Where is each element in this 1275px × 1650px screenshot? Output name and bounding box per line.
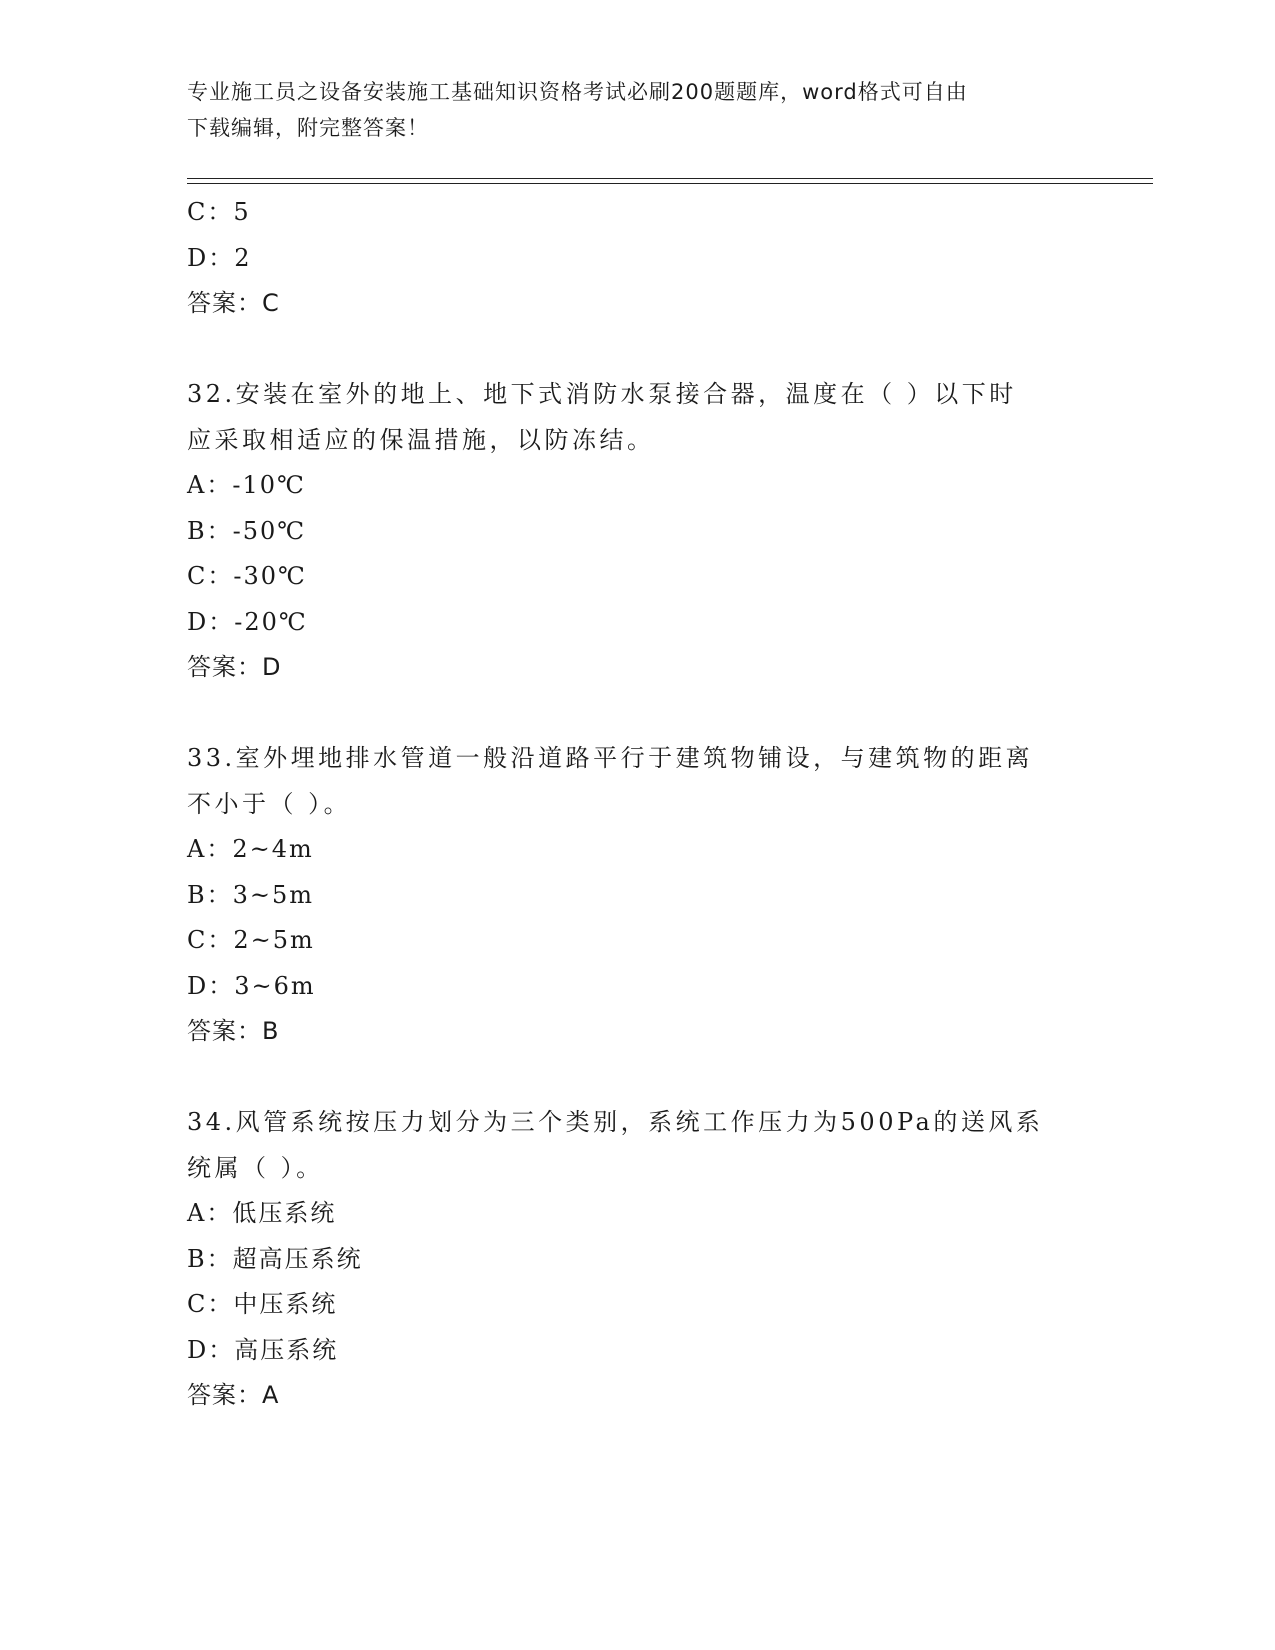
answer-line: 答案：C [187, 289, 280, 317]
header-title-line-2: 下载编辑，附完整答案！ [187, 116, 429, 140]
spacer [187, 1055, 1147, 1101]
option-c: C：-30℃ [187, 562, 307, 590]
question-text-line-2: 不小于（ ）。 [187, 789, 352, 818]
option-b: B：超高压系统 [187, 1244, 363, 1273]
option-b: B：3~5m [187, 880, 315, 909]
spacer [187, 691, 1147, 737]
option-a: A：2~4m [187, 835, 314, 863]
answer-line: 答案：D [187, 653, 282, 681]
option-a: A：-10℃ [187, 471, 306, 499]
question-text-line-1: 34.风管系统按压力划分为三个类别，系统工作压力为500Pa的送风系 [187, 1108, 1044, 1136]
question-text-line-1: 32.安装在室外的地上、地下式消防水泵接合器，温度在（ ）以下时 [187, 380, 1017, 408]
question-text-line-1: 33.室外埋地排水管道一般沿道路平行于建筑物铺设，与建筑物的距离 [187, 744, 1034, 772]
option-b: B：-50℃ [187, 516, 307, 545]
question-list [187, 190, 1147, 1419]
header-title-line-1: 专业施工员之设备安装施工基础知识资格考试必刷200题题库，word格式可自由 [187, 80, 968, 104]
header-divider-top [187, 178, 1153, 179]
option-a: A：低压系统 [187, 1199, 337, 1227]
question-text-line-2: 统属（ ）。 [187, 1153, 324, 1182]
question-34 [187, 1100, 1147, 1419]
option-d: D：高压系统 [187, 1335, 339, 1364]
option-d: D：-20℃ [187, 607, 308, 636]
header-divider-bottom [187, 183, 1153, 184]
option-d: D：2 [187, 243, 252, 272]
option-c: C：5 [187, 198, 251, 226]
document-header [187, 74, 1067, 146]
question-33 [187, 736, 1147, 1055]
answer-line: 答案：A [187, 1381, 280, 1409]
option-c: C：2~5m [187, 926, 315, 954]
option-d: D：3~6m [187, 971, 316, 1000]
spacer [187, 327, 1147, 373]
question-text-line-2: 应采取相适应的保温措施，以防冻结。 [187, 425, 655, 454]
option-c: C：中压系统 [187, 1290, 338, 1318]
previous-question-tail [187, 190, 1147, 327]
question-32 [187, 372, 1147, 691]
answer-line: 答案：B [187, 1017, 280, 1045]
